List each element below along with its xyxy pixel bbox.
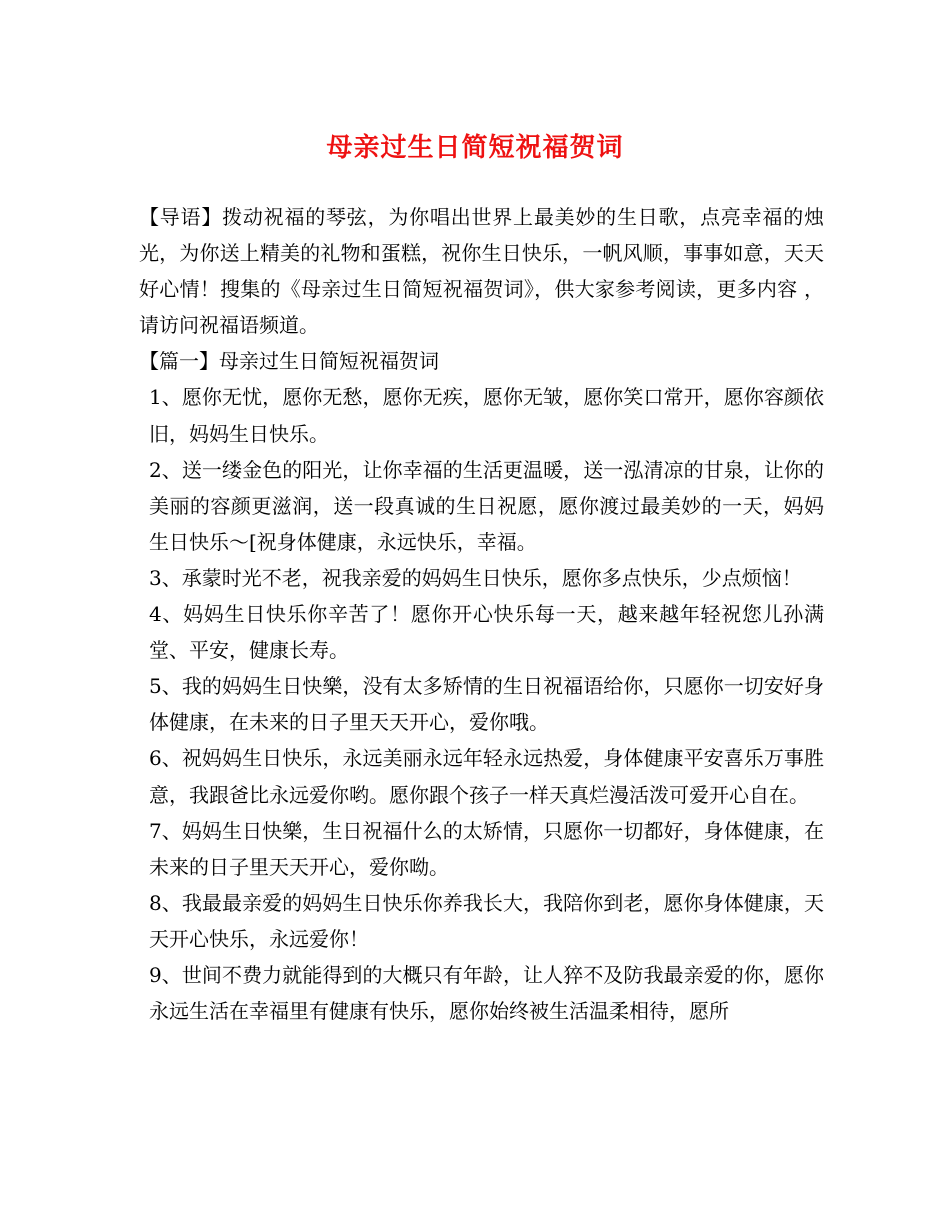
list-item: 9、世间不费力就能得到的大概只有年龄，让人猝不及防我最亲爱的你，愿你永远生活在幸福里有健康有快乐，愿你始终被生活温柔相待，愿所	[149, 962, 824, 1024]
list-item: 6、祝妈妈生日快乐，永远美丽永远年轻永远热爱，身体健康平安喜乐万事胜意，我跟爸比永远爱你哟。愿你跟个孩子一样天真烂漫活泼可爱开心自在。	[149, 746, 824, 807]
list-item: 5、我的妈妈生日快樂，没有太多矫情的生日祝福语给你，只愿你一切安好身体健康，在未来的日子里天天开心，爱你哦。	[149, 674, 824, 735]
intro-paragraph: 【导语】拨动祝福的琴弦，为你唱出世界上最美妙的生日歌，点亮幸福的烛光，为你送上精美的礼物和蛋糕，祝你生日快乐，一帆风顺，事事如意，天天好心情！搜集的《母亲过生日简短祝福贺词》，供大家参考阅读，更多内容 ，请访问祝福语频道。	[139, 205, 824, 338]
list-item: 4、妈妈生日快乐你辛苦了！愿你开心快乐每一天，越来越年轻祝您儿孙满堂、平安，健康长寿。	[149, 602, 824, 663]
list-item: 2、送一缕金色的阳光，让你幸福的生活更温暖，送一泓清凉的甘泉，让你的美丽的容颜更滋润，送一段真诚的生日祝愿，愿你渡过最美妙的一天，妈妈生日快乐～[祝身体健康，永远快乐，幸福。	[149, 457, 824, 554]
document-title: 母亲过生日简短祝福贺词	[326, 133, 624, 163]
section-heading: 【篇一】母亲过生日简短祝福贺词	[139, 349, 439, 374]
document-body	[139, 199, 824, 1029]
list-item: 1、愿你无忧，愿你无愁，愿你无疾，愿你无皱，愿你笑口常开，愿你容颜依旧，妈妈生日快乐。	[149, 385, 824, 446]
list-item: 7、妈妈生日快樂，生日祝福什么的太矫情，只愿你一切都好，身体健康，在未来的日子里天天开心，爱你呦。	[149, 818, 824, 879]
list-item: 3、承蒙时光不老，祝我亲爱的妈妈生日快乐，愿你多点快乐，少点烦恼！	[149, 565, 802, 590]
list-item: 8、我最最亲爱的妈妈生日快乐你养我长大，我陪你到老，愿你身体健康，天天开心快乐，永远爱你！	[149, 890, 824, 951]
